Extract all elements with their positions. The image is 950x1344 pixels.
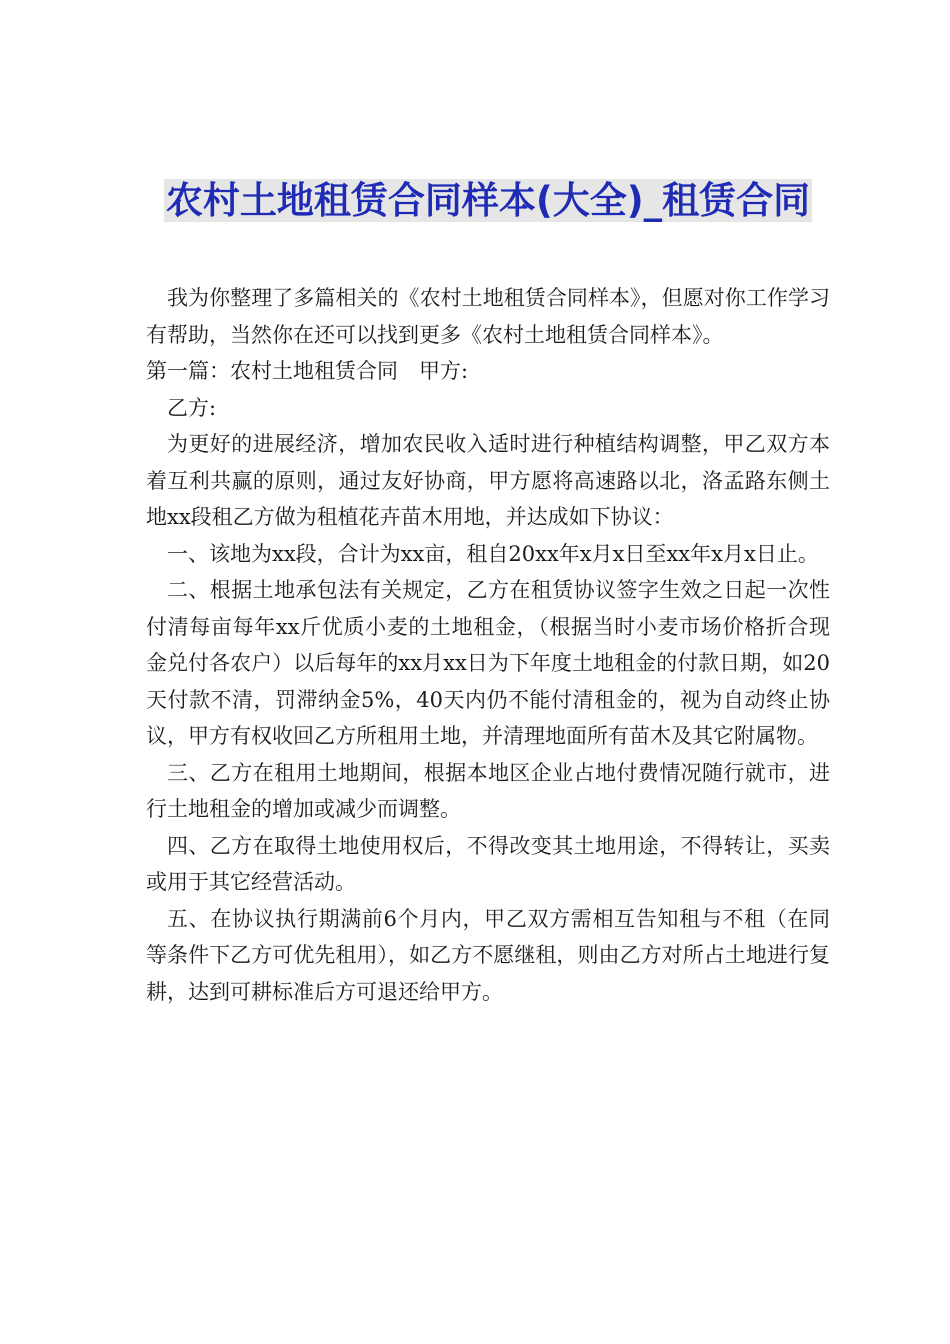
clause-2: 二、根据土地承包法有关规定，乙方在租赁协议签字生效之日起一次性付清每亩每年xx斤优质小麦的土地租金，（根据当时小麦市场价格折合现金兑付各农户）以后每年的xx月xx日为下年度土地租金的付款日期，如20天付款不清，罚滞纳金5%，40天内仍不能付清租金的，视为自动终止协议，甲方有权收回乙方所租用土地，并清理地面所有苗木及其它附属物。 <box>146 578 830 748</box>
party-b-line: 乙方: <box>167 395 217 420</box>
clause-3: 三、乙方在租用土地期间，根据本地区企业占地付费情况随行就市，进行土地租金的增加或减少而调整。 <box>146 760 830 821</box>
document-title: 农村土地租赁合同样本(大全)_租赁合同 <box>165 179 811 222</box>
preamble-paragraph: 为更好的进展经济，增加农民收入适时进行种植结构调整，甲乙双方本着互利共赢的原则，通过友好协商，甲方愿将高速路以北，洛孟路东侧土地xx段租乙方做为租植花卉苗木用地，并达成如下协议： <box>146 432 830 529</box>
section-heading: 第一篇：农村土地租赁合同 甲方: <box>146 359 469 383</box>
clause-4: 四、乙方在取得土地使用权后，不得改变其土地用途，不得转让，买卖或用于其它经营活动。 <box>146 833 830 894</box>
intro-paragraph: 我为你整理了多篇相关的《农村土地租赁合同样本》，但愿对你工作学习有帮助，当然你在还可以找到更多《农村土地租赁合同样本》。 <box>146 286 830 347</box>
document-body <box>146 280 830 1010</box>
clause-1: 一、该地为xx段，合计为xx亩，租自20xx年x月x日至xx年x月x日止。 <box>167 541 819 566</box>
clause-5: 五、在协议执行期满前6个月内，甲乙双方需相互告知租与不租（在同等条件下乙方可优先租用），如乙方不愿继租，则由乙方对所占土地进行复耕，达到可耕标准后方可退还给甲方。 <box>146 906 830 1004</box>
title-block <box>146 0 830 228</box>
